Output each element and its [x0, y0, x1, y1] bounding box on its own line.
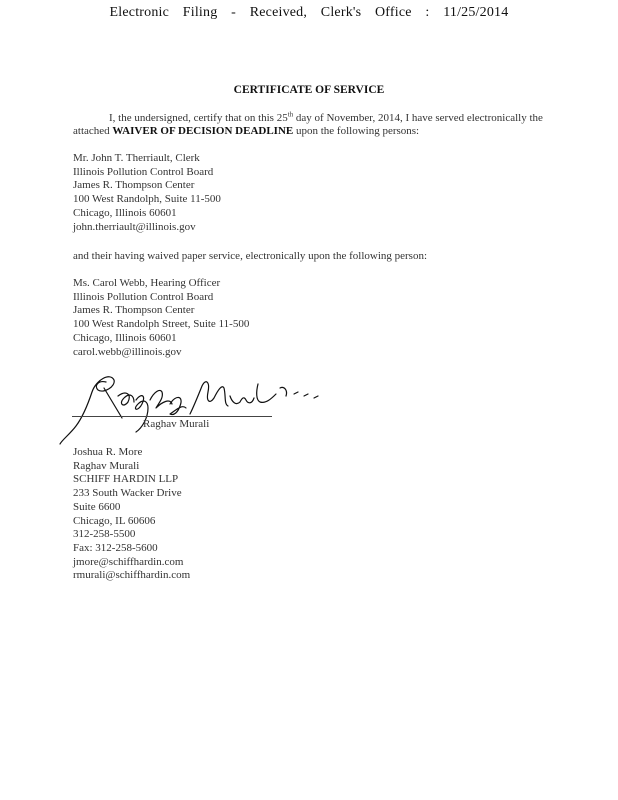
ordinal-suffix: th	[287, 110, 294, 119]
filing-stamp-header	[0, 5, 618, 21]
intro-text: day of November, 2014, I have served electronically the attached	[73, 112, 543, 137]
header-word: Office	[374, 5, 412, 20]
address-line: Ms. Carol Webb, Hearing Officer	[73, 277, 221, 289]
document-title: CERTIFICATE OF SERVICE	[233, 84, 385, 96]
document-name: WAIVER OF DECISION DEADLINE	[112, 125, 294, 137]
header-date: 11/25/2014	[443, 5, 509, 20]
phone-line: 312-258-5500	[73, 528, 136, 541]
address-line: Illinois Pollution Control Board	[73, 290, 214, 303]
certification-paragraph	[73, 112, 553, 138]
signature-line	[72, 416, 272, 417]
attorney-contact-block	[73, 446, 190, 583]
address-line: Illinois Pollution Control Board	[73, 165, 214, 178]
address-line: 100 West Randolph Street, Suite 11-500	[73, 318, 250, 331]
email-line: rmurali@schiffhardin.com	[73, 569, 191, 582]
address-line: James R. Thompson Center	[73, 179, 195, 192]
address-line: James R. Thompson Center	[73, 304, 195, 317]
address-line: 233 South Wacker Drive	[73, 487, 182, 500]
header-word: :	[425, 5, 430, 20]
attorney-name: Raghav Murali	[73, 459, 140, 472]
address-line: Suite 6600	[73, 500, 121, 513]
fax-line: Fax: 312-258-5600	[73, 541, 158, 554]
address-line: Chicago, Illinois 60601	[73, 206, 177, 219]
law-firm-name: SCHIFF HARDIN LLP	[73, 473, 179, 486]
email-line: carol.webb@illinois.gov	[73, 345, 182, 358]
address-line: Mr. John T. Therriault, Clerk	[73, 152, 200, 164]
email-line: john.therriault@illinois.gov	[73, 220, 196, 233]
header-word: Filing	[182, 5, 218, 20]
handwritten-signature	[58, 374, 338, 450]
header-word: Clerk's	[320, 5, 362, 20]
address-line: Chicago, IL 60606	[73, 514, 156, 527]
header-word: Electronic	[109, 5, 170, 20]
service-note: and their having waived paper service, electronically upon the following person:	[73, 250, 428, 262]
recipient-address-hearing-officer	[73, 277, 249, 359]
header-word: -	[231, 5, 236, 20]
signatory-name: Raghav Murali	[143, 418, 210, 430]
intro-text: upon the following persons:	[293, 125, 420, 137]
attorney-name: Joshua R. More	[73, 446, 143, 458]
header-word: Received,	[249, 5, 308, 20]
address-line: Chicago, Illinois 60601	[73, 331, 177, 344]
recipient-address-clerk	[73, 152, 221, 234]
email-line: jmore@schiffhardin.com	[73, 555, 184, 568]
intro-text: I, the undersigned, certify that on this 25	[109, 112, 288, 124]
address-line: 100 West Randolph, Suite 11-500	[73, 193, 221, 206]
